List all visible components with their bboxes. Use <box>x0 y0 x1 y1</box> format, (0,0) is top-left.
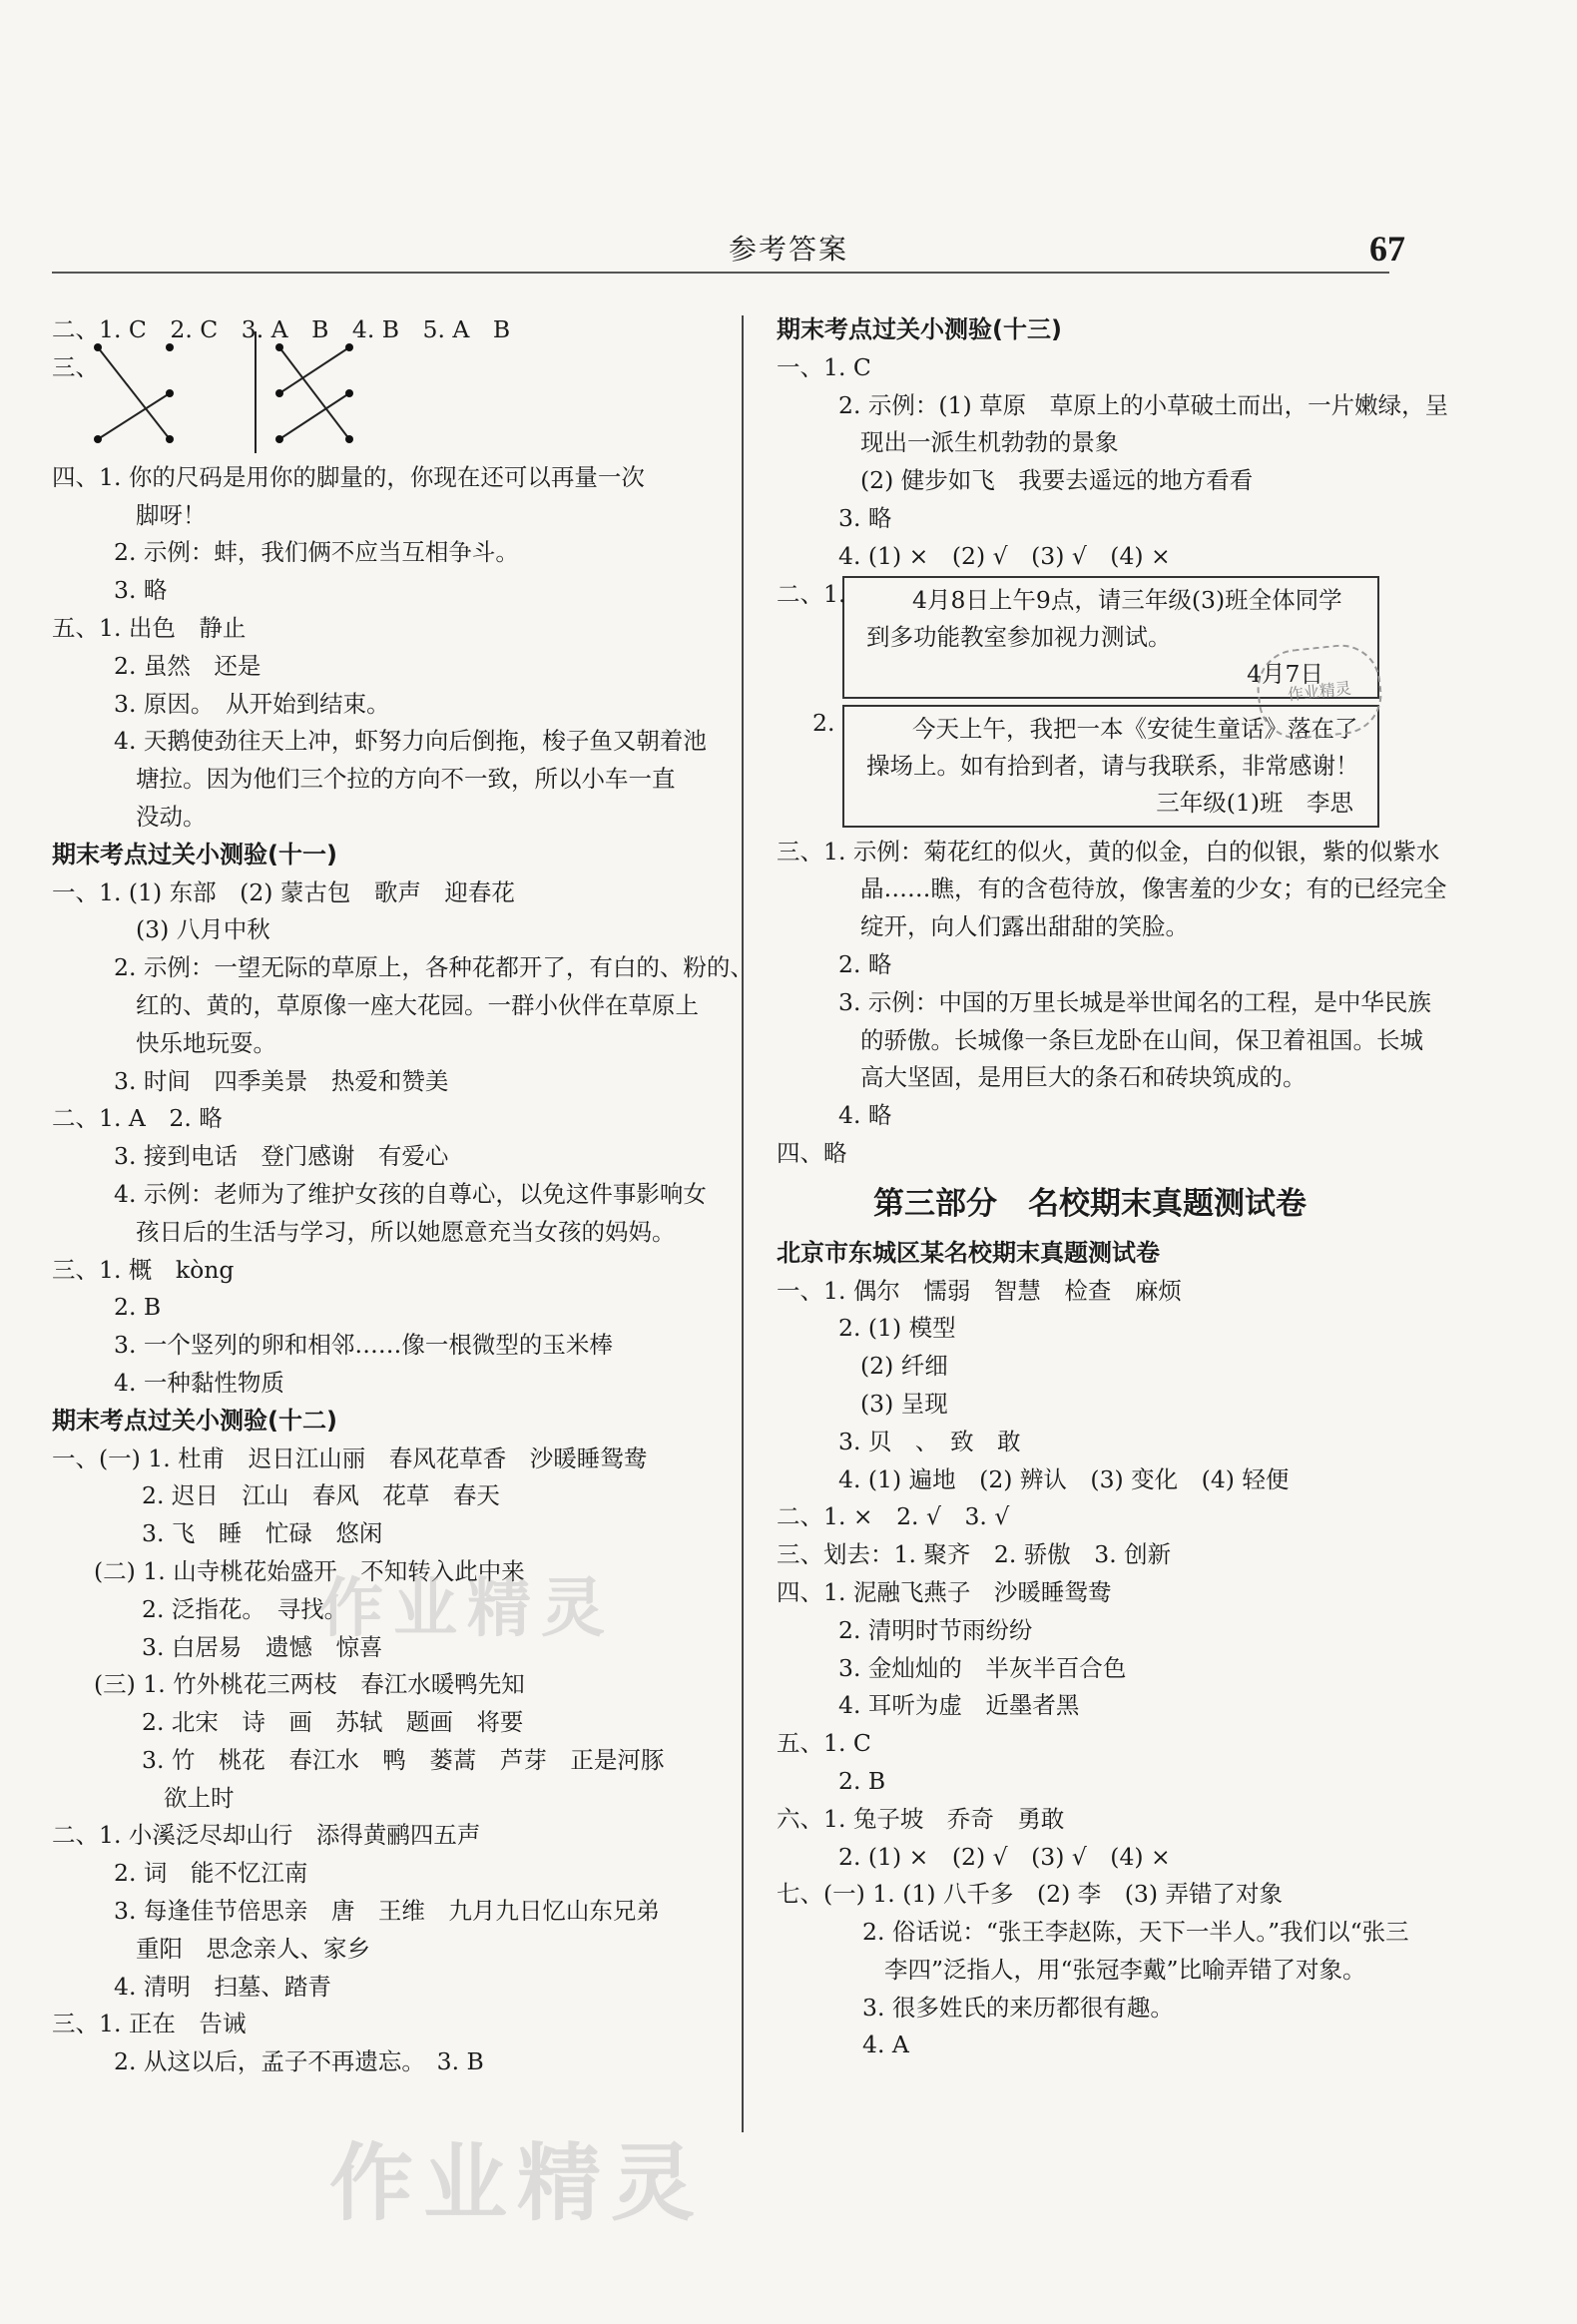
answer-line: 2. 从这以后，孟子不再遗忘。 3. B <box>114 2047 484 2076</box>
answer-line: 4. (1) × (2) √ (3) √ (4) × <box>838 541 1171 570</box>
match-line <box>98 393 170 439</box>
answer-line: 4. 耳听为虚 近墨者黑 <box>838 1691 1080 1720</box>
answer-line: 3. 略 <box>838 503 892 532</box>
match-dot <box>345 389 353 397</box>
answer-line: 高大坚固，是用巨大的条石和砖块筑成的。 <box>860 1063 1307 1092</box>
answer-line: 3. 很多姓氏的来历都很有趣。 <box>862 1993 1174 2022</box>
answer-line: 3. 金灿灿的 半灰半百合色 <box>838 1653 1127 1682</box>
match-dot <box>94 435 102 443</box>
answer-line: 3. 一个竖列的卵和相邻……像一根微型的玉米棒 <box>114 1331 613 1360</box>
answer-label: 2. <box>812 708 835 737</box>
header-rule <box>52 272 1389 274</box>
answer-line: 晶……瞧，有的含苞待放，像害羞的少女；有的已经完全 <box>860 874 1447 903</box>
notice-date: 4月7日 <box>1247 659 1323 688</box>
answer-line: 2. 示例：(1) 草原 草原上的小草破土而出，一片嫩绿，呈 <box>838 390 1449 419</box>
answer-line: 2. 泛指花。 寻找。 <box>142 1594 348 1623</box>
answer-line: 七、(一) 1. (1) 八千多 (2) 李 (3) 弄错了对象 <box>777 1880 1283 1909</box>
matching-answer <box>52 349 721 459</box>
column-divider <box>742 315 744 2132</box>
answer-line: 4. A <box>862 2031 909 2059</box>
answer-line: 重阳 思念亲人、家乡 <box>136 1934 370 1963</box>
answer-line: (3) 呈现 <box>860 1389 948 1418</box>
answer-line: 4. 示例：老师为了维护女孩的自尊心，以免这件事影响女 <box>114 1179 707 1208</box>
match-line <box>279 393 349 439</box>
page-number: 67 <box>1369 229 1405 269</box>
answer-line: 2. 北宋 诗 画 苏轼 题画 将要 <box>142 1708 524 1737</box>
answer-line: 2. 词 能不忆江南 <box>114 1859 308 1888</box>
answer-line: 4. 天鹅使劲往天上冲，虾努力向后倒拖，梭子鱼又朝着池 <box>114 727 707 756</box>
answer-line: 3. 接到电话 登门感谢 有爱心 <box>114 1142 449 1171</box>
answer-label: 三、 <box>52 352 99 381</box>
answer-line: 快乐地玩耍。 <box>136 1028 276 1057</box>
answer-line: 绽开，向人们露出甜甜的笑脸。 <box>860 912 1189 941</box>
match-line <box>279 347 349 393</box>
answer-line: 二、1. C 2. C 3. A B 4. B 5. A B <box>52 315 511 343</box>
answer-line: 2. 示例：一望无际的草原上，各种花都开了，有白的、粉的、 <box>114 953 754 982</box>
answer-line: 欲上时 <box>164 1783 235 1812</box>
match-dot <box>275 435 283 443</box>
notice-body: 今天上午，我把一本《安徒生童话》落在了操场上。如有拾到者，请与我联系，非常感谢！ <box>866 714 1359 780</box>
answer-line: 2. (1) × (2) √ (3) √ (4) × <box>838 1842 1171 1871</box>
matching-lines-diagram <box>88 325 387 455</box>
answer-line: 2. 俗话说：“张王李赵陈，天下一半人。”我们以“张三 <box>862 1918 1409 1947</box>
answer-line: 的骄傲。长城像一条巨龙卧在山间，保卫着祖国。长城 <box>860 1025 1423 1054</box>
answer-line: 2. 迟日 江山 春风 花草 春天 <box>142 1481 500 1510</box>
answer-line: 2. B <box>114 1293 162 1322</box>
match-dot <box>166 389 174 397</box>
answer-line: 四、1. 泥融飞燕子 沙暖睡鸳鸯 <box>777 1577 1112 1606</box>
answer-line: (三) 1. 竹外桃花三两枝 春江水暖鸭先知 <box>94 1670 525 1699</box>
answer-line: 2. 示例：蚌，我们俩不应当互相争斗。 <box>114 538 519 567</box>
answer-line: 3. 竹 桃花 春江水 鸭 蒌蒿 芦芽 正是河豚 <box>142 1745 665 1774</box>
answer-line: 五、1. 出色 静止 <box>52 613 247 642</box>
answer-line: 现出一派生机勃勃的景象 <box>860 428 1119 457</box>
match-dot <box>166 435 174 443</box>
answer-line: 3. 白居易 遗憾 惊喜 <box>142 1632 383 1661</box>
notice-body: 4月8日上午9点，请三年级(3)班全体同学到多功能教室参加视力测试。 <box>866 585 1342 651</box>
answer-line: 4. (1) 遍地 (2) 辨认 (3) 变化 (4) 轻便 <box>838 1464 1290 1493</box>
answer-line: 2. 略 <box>838 949 892 978</box>
section-title: 期末考点过关小测验(十三) <box>777 315 1062 343</box>
match-dot <box>94 343 102 351</box>
section-title: 期末考点过关小测验(十二) <box>52 1406 337 1435</box>
answer-line: 2. B <box>838 1766 886 1795</box>
answer-line: 2. 清明时节雨纷纷 <box>838 1615 1033 1644</box>
match-dot <box>345 343 353 351</box>
answer-line: 李四”泛指人，用“张冠李戴”比喻弄错了对象。 <box>884 1955 1366 1984</box>
answer-line: 四、略 <box>777 1138 847 1167</box>
answer-line: 2. 虽然 还是 <box>114 651 262 680</box>
answer-line: (二) 1. 山寺桃花始盛开 不知转入此中来 <box>94 1556 525 1585</box>
answer-line: 孩日后的生活与学习，所以她愿意充当女孩的妈妈。 <box>136 1217 676 1246</box>
watermark: 作业精灵 <box>329 2134 706 2232</box>
section-title: 期末考点过关小测验(十一) <box>52 840 337 869</box>
answer-line: 二、1. × 2. √ 3. √ <box>777 1502 1010 1531</box>
answer-line: 4. 一种黏性物质 <box>114 1368 284 1397</box>
page-header-title: 参考答案 <box>728 233 848 266</box>
watermark: 作业精灵 <box>319 1572 615 1646</box>
answer-line: 一、1. C <box>777 352 871 381</box>
right-column <box>777 311 1449 2064</box>
section-title: 北京市东城区某名校期末真题测试卷 <box>777 1238 1160 1267</box>
answer-line: 3. 时间 四季美景 热爱和赞美 <box>114 1066 449 1095</box>
answer-line: (2) 健步如飞 我要去遥远的地方看看 <box>860 466 1254 495</box>
answer-line: 一、(一) 1. 杜甫 迟日江山丽 春风花草香 沙暖睡鸳鸯 <box>52 1444 648 1472</box>
answer-line: 红的、黄的，草原像一座大花园。一群小伙伴在草原上 <box>136 990 699 1019</box>
left-column <box>52 311 754 2081</box>
answer-line: 二、1. 小溪泛尽却山行 添得黄鹂四五声 <box>52 1821 481 1850</box>
answer-line: 3. 每逢佳节倍思亲 唐 王维 九月九日忆山东兄弟 <box>114 1897 660 1926</box>
answer-line: 五、1. C <box>777 1729 871 1758</box>
notice-signature: 三年级(1)班 李思 <box>1156 788 1353 817</box>
answer-line: 3. 飞 睡 忙碌 悠闲 <box>142 1519 383 1548</box>
match-line <box>279 347 349 439</box>
answer-label: 二、1. <box>777 579 846 608</box>
answer-line: 2. (1) 模型 <box>838 1314 956 1343</box>
match-dot <box>166 343 174 351</box>
answer-line: 一、1. 偶尔 懦弱 智慧 检查 麻烦 <box>777 1276 1182 1305</box>
match-dot <box>275 389 283 397</box>
match-line <box>98 347 170 439</box>
answer-line: 一、1. (1) 东部 (2) 蒙古包 歌声 迎春花 <box>52 877 515 906</box>
answer-line: (3) 八月中秋 <box>136 915 270 944</box>
answer-line: 3. 原因。 从开始到结束。 <box>114 689 390 718</box>
part-title: 第三部分 名校期末真题测试卷 <box>873 1185 1307 1222</box>
answer-line: 二、1. A 2. 略 <box>52 1104 223 1133</box>
answer-line: 3. 贝 、 致 敢 <box>838 1427 1021 1455</box>
answer-line: 塘拉。因为他们三个拉的方向不一致，所以小车一直 <box>136 765 676 794</box>
answer-line: 三、1. 示例：菊花红的似火，黄的似金，白的似银，紫的似紫水 <box>777 837 1440 866</box>
answer-line: 三、1. 概 kòng <box>52 1255 235 1284</box>
answer-line: 3. 示例：中国的万里长城是举世闻名的工程，是中华民族 <box>838 987 1431 1016</box>
match-dot <box>345 435 353 443</box>
answer-line: 没动。 <box>136 802 207 831</box>
answer-line: 三、划去：1. 聚齐 2. 骄傲 3. 创新 <box>777 1540 1172 1569</box>
watermark-stamp: 作业精灵 <box>1254 641 1386 743</box>
answer-line: 四、1. 你的尺码是用你的脚量的，你现在还可以再量一次 <box>52 462 645 491</box>
answer-line: 脚呀！ <box>136 500 207 529</box>
answer-line: (2) 纤细 <box>860 1352 948 1381</box>
answer-line: 三、1. 正在 告诫 <box>52 2010 247 2038</box>
answer-line: 六、1. 兔子坡 乔奇 勇敢 <box>777 1804 1065 1833</box>
answer-line: 3. 略 <box>114 576 168 605</box>
match-dot <box>275 343 283 351</box>
answer-line: 4. 略 <box>838 1101 892 1130</box>
answer-line: 4. 清明 扫墓、踏青 <box>114 1972 331 2001</box>
